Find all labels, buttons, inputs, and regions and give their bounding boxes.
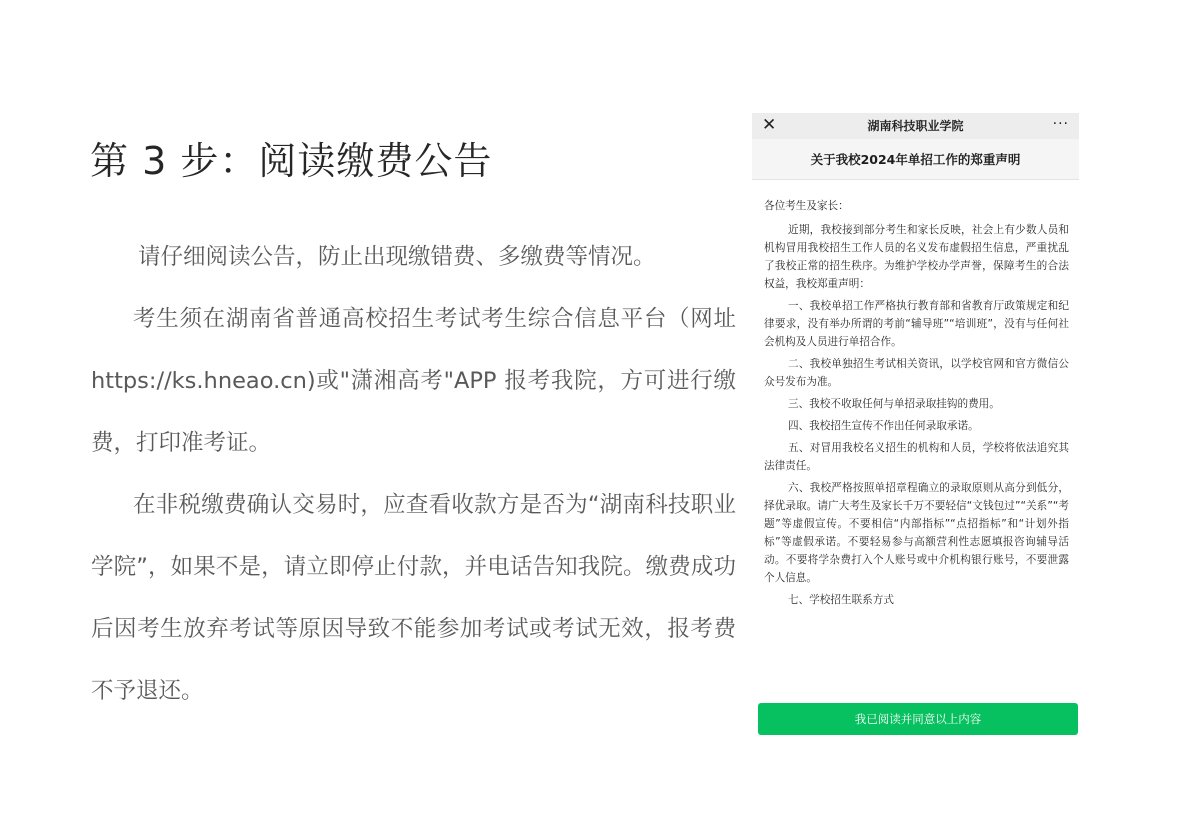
close-icon[interactable]: ✕ (762, 115, 777, 135)
article-greeting: 各位考生及家长： (764, 200, 849, 212)
agree-button[interactable]: 我已阅读并同意以上内容 (758, 703, 1078, 735)
article-item: 三、我校不收取任何与单招录取挂钩的费用。 (788, 398, 1000, 410)
paragraph-payment-warning: 在非税缴费确认交易时，应查看收款方是否为“湖南科技职业学院”，如果不是，请立即停止付款，并电话告知我院。缴费成功后因考生放弃考试等原因导致不能参加考试或考试无效，报考费不予退还。 (91, 492, 736, 704)
article-item: 一、我校单招工作严格执行教育部和省教育厅政策规定和纪律要求，没有举办所谓的考前“辅导班”“培训班”，没有与任何社会机构及人员进行单招合作。 (764, 300, 1069, 348)
article-item: 四、我校招生宣传不作出任何录取承诺。 (788, 420, 979, 432)
app-title: 湖南科技职业学院 (867, 119, 964, 133)
paragraph-read-notice: 请仔细阅读公告，防止出现缴错费、多缴费等情况。 (138, 244, 656, 270)
article-body (764, 197, 1069, 613)
page-title: 第 3 步：阅读缴费公告 (90, 139, 493, 183)
article-title: 关于我校2024年单招工作的郑重声明 (752, 139, 1079, 180)
article-item: 五、对冒用我校名义招生的机构和人员，学校将依法追究其法律责任。 (764, 442, 1069, 472)
article-item: 六、我校严格按照单招章程确立的录取原则从高分到低分，择优录取。请广大考生及家长千万不要轻信“文钱包过”“关系”“考题”等虚假宣传。不要相信“内部指标”“点招指标”和“计划外指标”等虚假承诺。不要轻易参与高额营利性志愿填报咨询辅导活动。不要将学杂费打入个人账号或中介机构银行账号，不要泄露个人信息。 (764, 482, 1069, 584)
phone-title-bar (752, 113, 1079, 139)
paragraph-registration: 考生须在湖南省普通高校招生考试考生综合信息平台（网址 https://ks.hneao.cn)或"潇湘高考"APP 报考我院，方可进行缴费，打印准考证。 (91, 306, 736, 456)
instruction-text (91, 226, 736, 722)
article-item: 七、学校招生联系方式 (788, 594, 894, 606)
article-intro: 近期，我校接到部分考生和家长反映，社会上有少数人员和机构冒用我校招生工作人员的名义发布虚假招生信息，严重扰乱了我校正常的招生秩序。为维护学校办学声誉，保障考生的合法权益，我校郑重声明： (764, 224, 1069, 290)
article-item: 二、我校单独招生考试相关资讯，以学校官网和官方微信公众号发布为准。 (764, 358, 1069, 388)
phone-screenshot (752, 113, 1079, 735)
more-icon[interactable]: ··· (1052, 116, 1069, 132)
